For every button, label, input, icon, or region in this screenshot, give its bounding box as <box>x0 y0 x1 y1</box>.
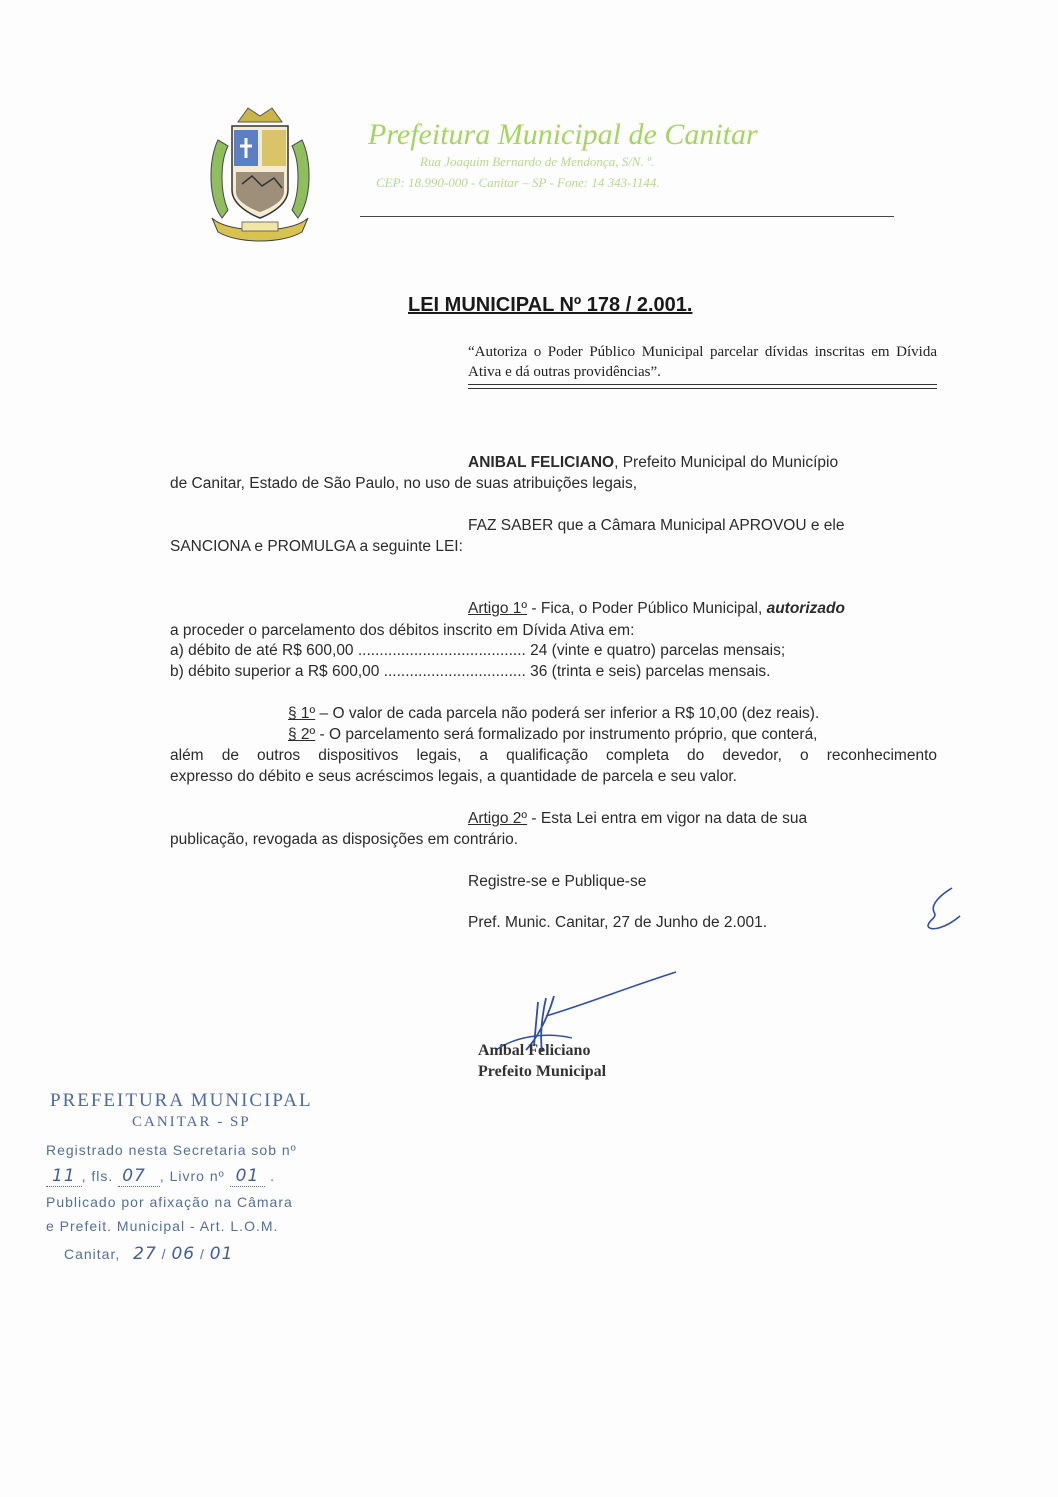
date-place: Pref. Munic. Canitar, 27 de Junho de 2.001. <box>468 914 767 931</box>
law-summary: “Autoriza o Poder Público Municipal parcelar dívidas inscritas em Dívida Ativa e dá outras providências”. <box>468 344 937 380</box>
header-contact: CEP: 18.990-000 - Canitar – SP - Fone: 14 343-1144. <box>376 175 660 190</box>
article-2-text: - Esta Lei entra em vigor na data de sua <box>527 810 808 827</box>
article-1-item-a: a) débito de até R$ 600,00 ....................................... 24 (vinte e quatro) parcelas mensais; <box>170 642 786 659</box>
paragraph-1 <box>288 703 819 724</box>
summary-divider <box>468 384 937 389</box>
header-divider <box>360 216 894 217</box>
mayor-name: ANIBAL FELICIANO <box>468 454 615 471</box>
stamp-date-line: Canitar, 27 / 06 / 01 <box>64 1244 234 1264</box>
register-publish: Registre-se e Publique-se <box>468 873 647 890</box>
header-address: Rua Joaquim Bernardo de Mendonça, S/N. º. <box>420 154 655 169</box>
stamp-reg-no: 11 <box>46 1166 82 1187</box>
stamp-date-month: 06 <box>171 1244 196 1264</box>
article-1-text: - Fica, o Poder Público Municipal, <box>527 600 767 617</box>
municipal-crest-icon <box>198 100 322 248</box>
enactment-line-2: SANCIONA e PROMULGA a seguinte LEI: <box>170 538 463 555</box>
paragraph-1-label: § 1º <box>288 705 316 722</box>
law-title: LEI MUNICIPAL Nº 178 / 2.001. <box>408 294 693 316</box>
signatory-name: Aníbal Feliciano <box>478 1042 591 1059</box>
article-1-emphasis: autorizado <box>766 600 845 617</box>
stamp-line-4: 11 , fls. 07 , Livro nº 01 . <box>46 1166 275 1186</box>
paragraph-2-line-3: expresso do débito e seus acréscimos legais, a quantidade de parcela e seu valor. <box>170 768 737 785</box>
article-2-label: Artigo 2º <box>468 810 528 827</box>
stamp-line-3: Registrado nesta Secretaria sob nº <box>46 1142 297 1158</box>
stamp-line-6: e Prefeit. Municipal - Art. L.O.M. <box>46 1218 279 1234</box>
article-1-line-2: a proceder o parcelamento dos débitos inscrito em Dívida Ativa em: <box>170 622 635 639</box>
stamp-fls-no: 07 <box>118 1166 160 1187</box>
stamp-fls-label: , fls. <box>81 1168 114 1184</box>
intro-line-1 <box>468 452 838 473</box>
paragraph-1-text: – O valor de cada parcela não poderá ser inferior a R$ 10,00 (dez reais). <box>315 705 820 722</box>
stamp-line-5: Publicado por afixação na Câmara <box>46 1194 293 1210</box>
paragraph-2-label: § 2º <box>288 726 316 743</box>
header-title: Prefeitura Municipal de Canitar <box>368 118 758 151</box>
paragraph-2-line-1 <box>288 724 818 745</box>
stamp-date-year: 01 <box>209 1244 234 1264</box>
intro-line-2: de Canitar, Estado de São Paulo, no uso de suas atribuições legais, <box>170 475 638 492</box>
article-1-item-b: b) débito superior a R$ 600,00 ................................. 36 (trinta e seis) parcelas mensais. <box>170 663 771 680</box>
initials-mark-icon <box>922 884 966 934</box>
stamp-line-1: PREFEITURA MUNICIPAL <box>50 1090 313 1111</box>
article-2-line-2: publicação, revogada as disposições em contrário. <box>170 831 519 848</box>
article-1-label: Artigo 1º <box>468 600 528 617</box>
stamp-livro-no: 01 <box>230 1166 266 1187</box>
paragraph-2-text: - O parcelamento será formalizado por instrumento próprio, que conterá, <box>315 726 818 743</box>
signatory <box>478 1040 606 1082</box>
article-1-line-1 <box>468 598 845 619</box>
signatory-role: Prefeito Municipal <box>478 1063 607 1080</box>
stamp-date-day: 27 <box>133 1244 157 1264</box>
article-2-line-1 <box>468 808 807 829</box>
stamp-line-2: CANITAR - SP <box>132 1114 251 1130</box>
stamp-livro-label: , Livro nº <box>159 1168 225 1184</box>
stamp-city: Canitar, <box>64 1246 121 1262</box>
enactment-line-1: FAZ SABER que a Câmara Municipal APROVOU e ele <box>468 517 845 534</box>
paragraph-2-line-2: além de outros dispositivos legais, a qualificação completa do devedor, o reconhecimento <box>170 747 937 764</box>
intro-text: , Prefeito Municipal do Município <box>614 454 839 471</box>
